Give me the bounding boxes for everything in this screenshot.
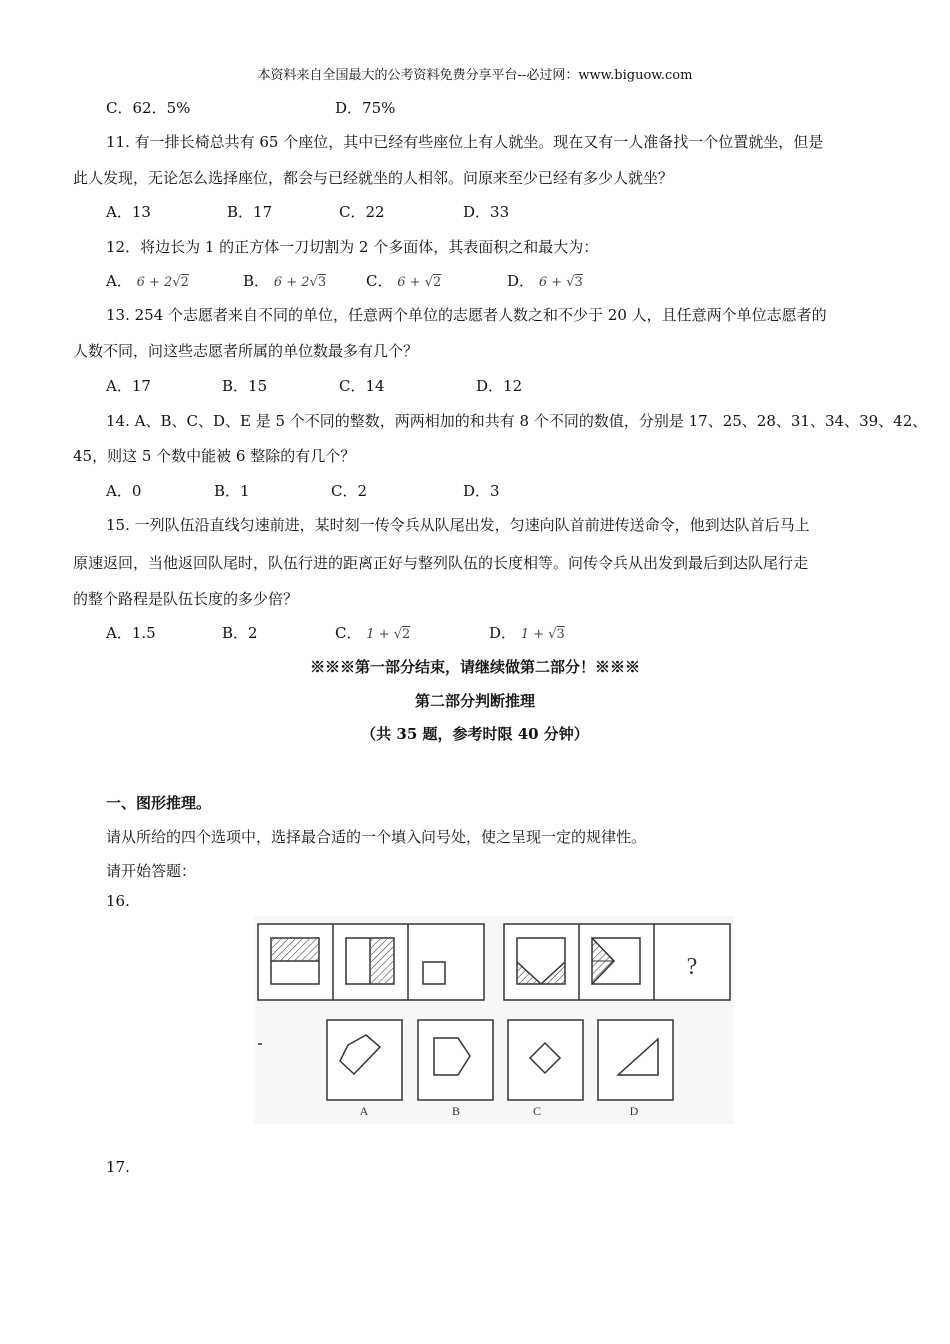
q12-option-c [366,270,441,291]
q14-option-a: A．0 [106,482,142,500]
q13-option-a: A．17 [106,377,151,395]
q15-text-line2: 原速返回，当他返回队尾时，队伍行进的距离正好与整列队伍的长度相等。问传令兵从出发到最后到达队尾行走 [73,554,809,572]
q14-text-line1: 14. A、B、C、D、E 是 5 个不同的整数，两两相加的和共有 8 个不同的数值，分别是 17、25、28、31、34、39、42、 [106,412,928,430]
q11-text-line1: 11. 有一排长椅总共有 65 个座位，其中已经有些座位上有人就坐。现在又有一人准备找一个位置就坐，但是 [106,133,824,151]
q15-option-d [489,622,565,643]
q12-option-d [507,270,583,291]
q14-option-b: B．1 [214,482,250,500]
q16-question-group-2 [504,924,730,1000]
q15-option-d-letter: D． [489,624,517,642]
q11-option-d: D．33 [463,203,510,221]
q15-option-b: B．2 [222,624,258,642]
q12-option-c-expr: 6 + √2 [397,275,442,290]
q12-option-d-expr: 6 + √3 [538,275,583,290]
q14-option-d: D．3 [463,482,500,500]
q16-option-label-d: D [629,1104,639,1118]
q15-option-c-letter: C． [335,624,362,642]
q16-figure [254,916,734,1124]
q11-option-c: C．22 [339,203,385,221]
start-prompt: 请开始答题： [106,862,197,880]
q15-option-c [335,622,410,643]
q12-option-b-letter: B． [243,272,270,290]
q12-option-d-letter: D． [507,272,535,290]
q16-question-group-1 [258,924,484,1000]
q15-text-line1: 15. 一列队伍沿直线匀速前进，某时刻一传令兵从队尾出发，匀速向队首前进传送命令，他到达队首后马上 [106,516,810,534]
q17-number: 17. [106,1158,130,1176]
q10-option-d: D．75% [335,99,396,117]
q14-option-c: C．2 [331,482,368,500]
q16-option-d-figure [598,1020,673,1100]
q15-text-line3: 的整个路程是队伍长度的多少倍？ [73,590,299,608]
q13-option-d: D．12 [476,377,523,395]
q12-option-b [243,270,326,291]
q15-option-c-expr: 1 + √2 [366,627,411,642]
q12-option-b-expr: 6 + 2√3 [273,275,327,290]
part2-title: 第二部分判断推理 [414,692,535,710]
part1-end-banner: ※※※第一部分结束，请继续做第二部分！※※※ [309,658,640,676]
section1-instructions: 请从所给的四个选项中，选择最合适的一个填入问号处，使之呈现一定的规律性。 [106,828,647,846]
section1-title: 一、图形推理。 [106,794,212,812]
q16-option-c-figure [508,1020,583,1100]
q13-text-line2: 人数不同，问这些志愿者所属的单位数最多有几个？ [73,342,419,360]
q12-text-line1: 12．将边长为 1 的正方体一刀切割为 2 个多面体，其表面积之和最大为： [106,238,599,256]
q13-option-c: C．14 [339,377,385,395]
q13-option-b: B．15 [222,377,268,395]
q12-option-a [106,270,189,291]
q11-option-a: A．13 [106,203,151,221]
q12-option-c-letter: C． [366,272,393,290]
q16-option-b-figure [418,1020,493,1100]
q16-option-label-c: C [532,1104,542,1118]
q16-option-label-b: B [451,1104,461,1118]
q16-option-a-figure [327,1020,402,1100]
page-header: 本资料来自全国最大的公考资料免费分享平台--必过网：www.biguow.com [257,68,693,83]
part2-subtitle: （共 35 题，参考时限 40 分钟） [361,725,589,743]
q13-text-line1: 13. 254 个志愿者来自不同的单位，任意两个单位的志愿者人数之和不少于 20 人，且任意两个单位志愿者的 [106,306,827,324]
q16-option-label-a: A [359,1104,369,1118]
q11-option-b: B．17 [227,203,273,221]
q15-option-d-expr: 1 + √3 [520,627,565,642]
q12-option-a-expr: 6 + 2√2 [136,275,189,290]
q12-option-a-letter: A． [106,272,132,290]
q11-text-line2: 此人发现，无论怎么选择座位，都会与已经就坐的人相邻。问原来至少已经有多少人就坐？ [73,169,674,187]
q16-question-mark: ? [686,954,698,980]
q14-text-line2: 45，则这 5 个数中能被 6 整除的有几个？ [73,447,356,465]
q16-number: 16. [106,892,130,910]
q10-option-c: C．62．5% [106,99,191,117]
q15-option-a: A．1.5 [106,624,156,642]
